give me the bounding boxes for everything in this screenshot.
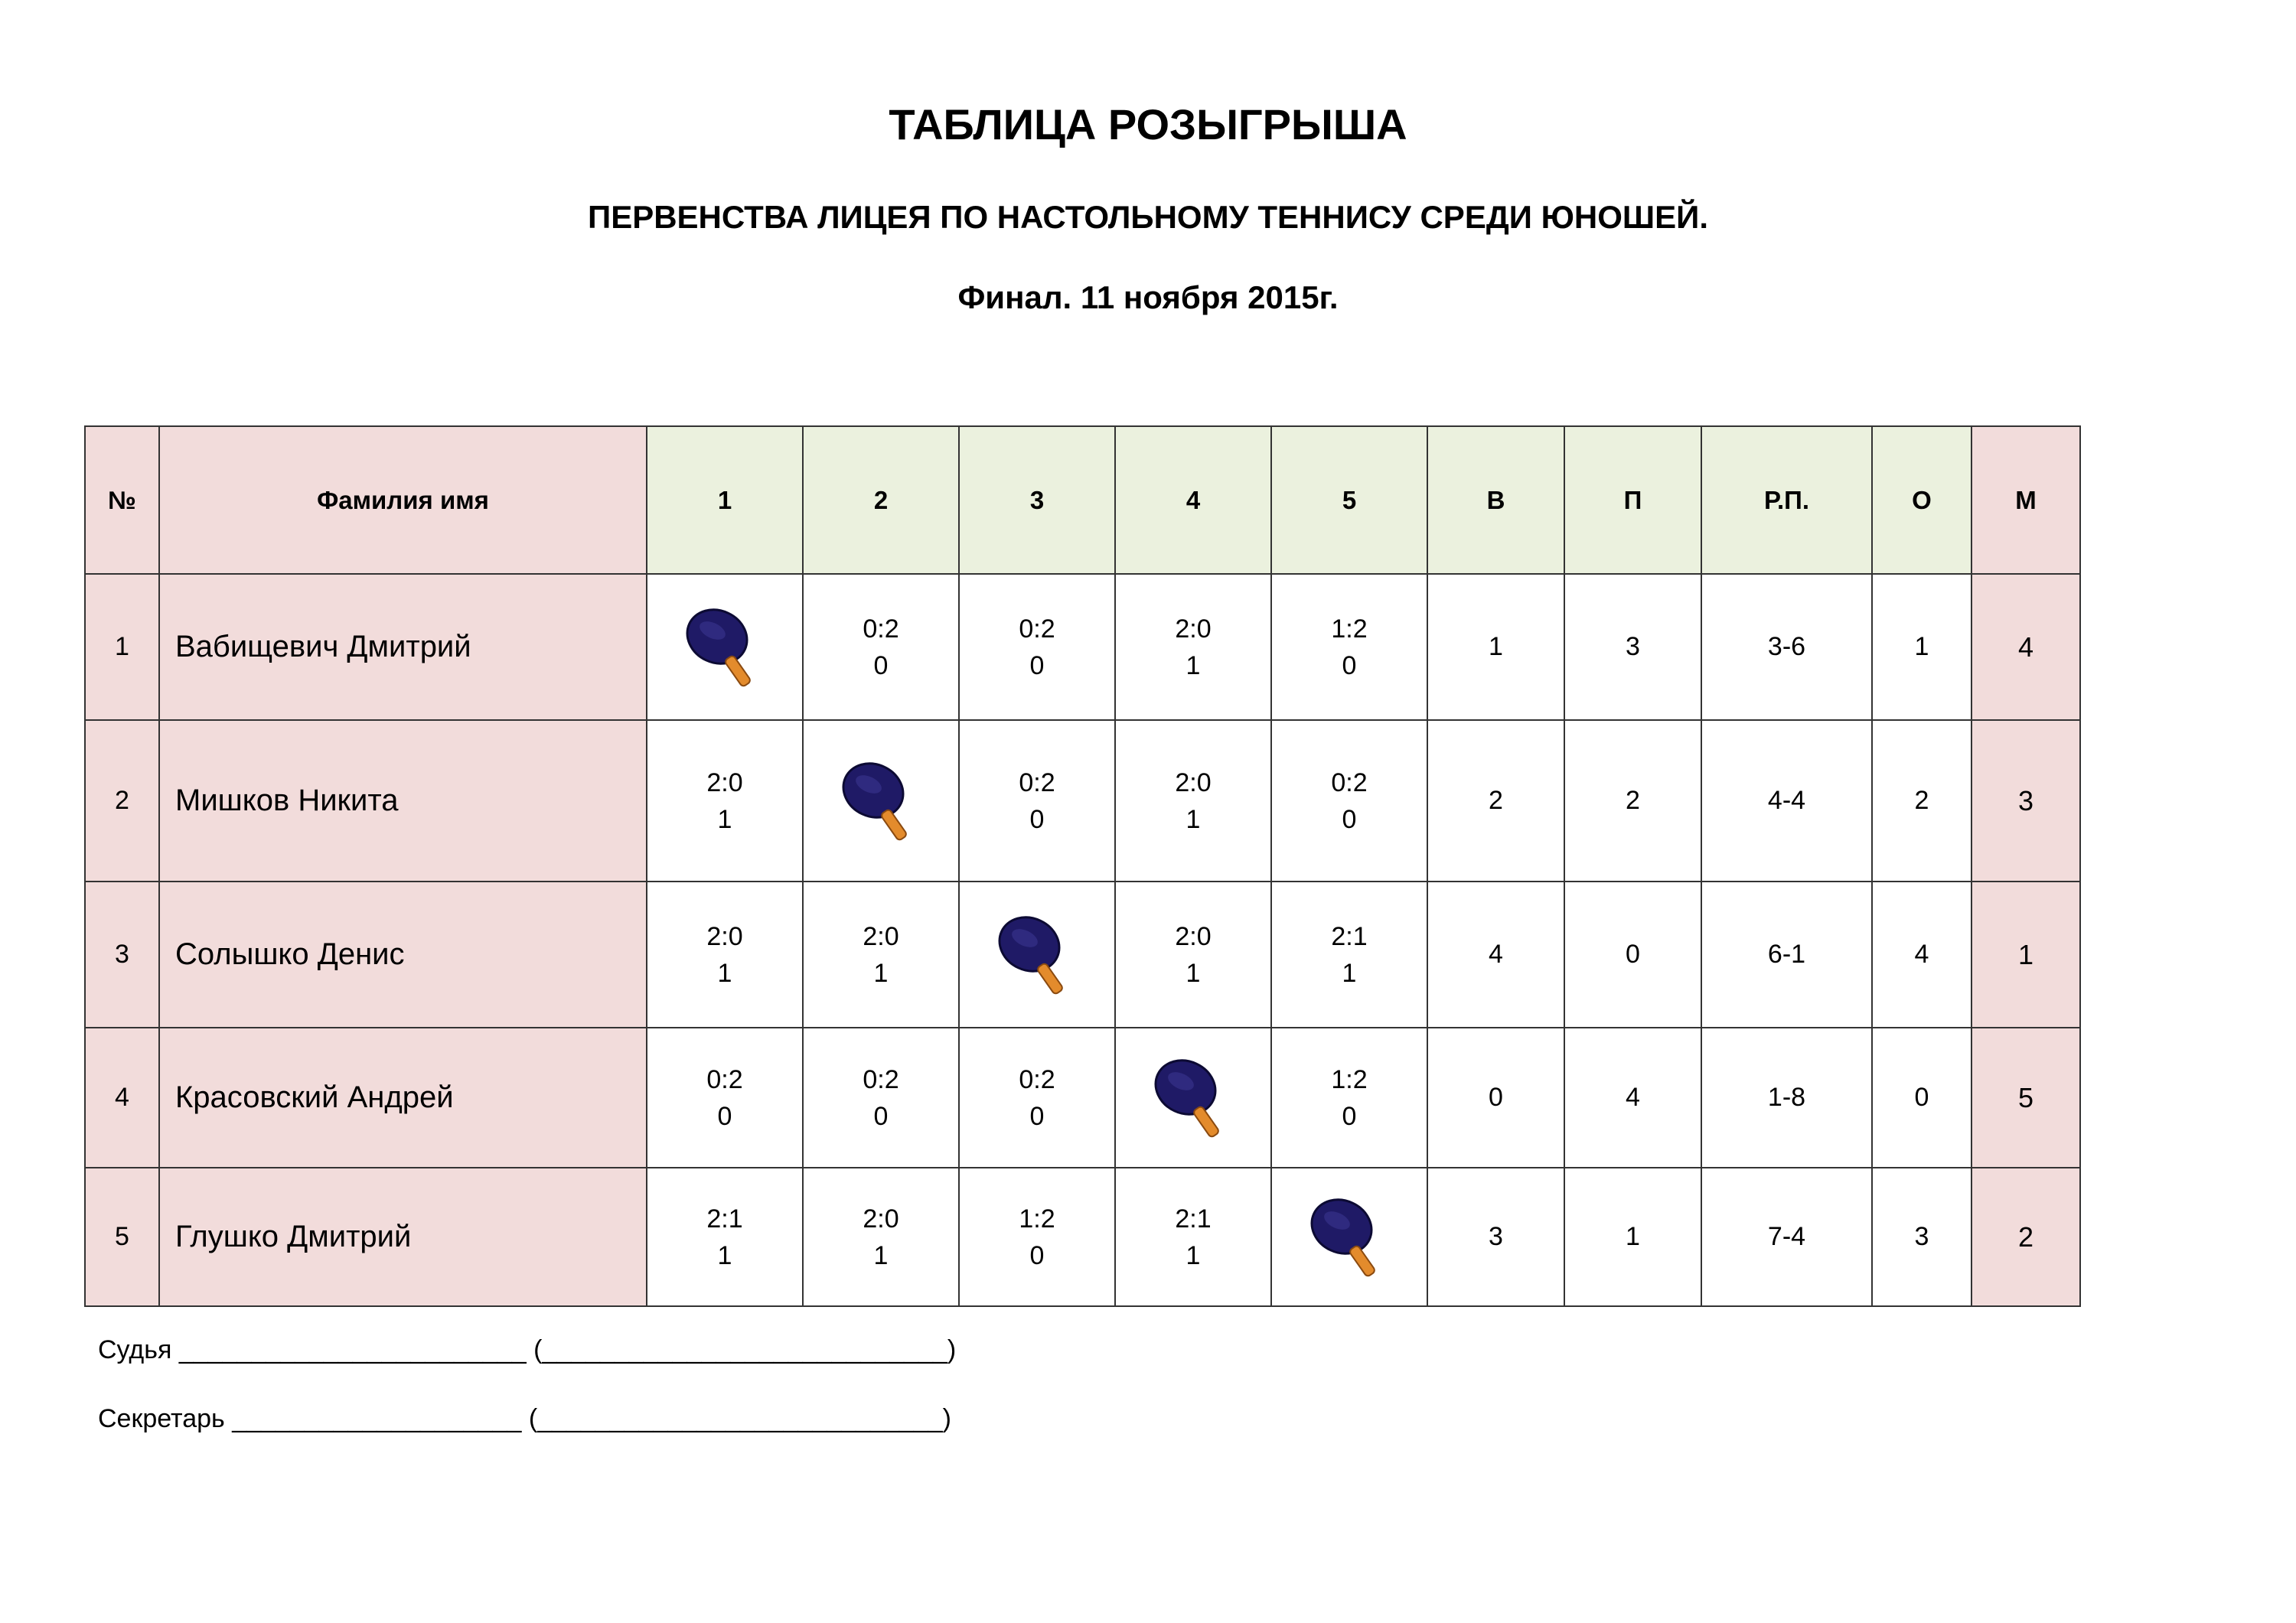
match-result-cell — [959, 574, 1115, 720]
points-cell: 1 — [1872, 574, 1971, 720]
match-points: 0 — [873, 650, 889, 680]
wins-cell: 3 — [1427, 1168, 1564, 1306]
match-result-cell — [803, 1168, 959, 1306]
col-header-points: О — [1872, 426, 1971, 574]
header-row — [85, 426, 2080, 574]
wins-cell: 1 — [1427, 574, 1564, 720]
match-points: 1 — [1186, 650, 1201, 680]
sets-cell: 3-6 — [1701, 574, 1872, 720]
table-tennis-paddle-icon — [679, 601, 771, 693]
match-points: 0 — [1029, 1101, 1045, 1131]
col-header-opponent-2: 2 — [803, 426, 959, 574]
match-points: 0 — [873, 1101, 889, 1131]
points-cell: 3 — [1872, 1168, 1971, 1306]
self-match-cell — [959, 882, 1115, 1028]
match-result-cell — [1115, 1168, 1271, 1306]
player-name: Мишков Никита — [159, 720, 647, 882]
losses-cell: 4 — [1564, 1028, 1701, 1168]
sets-cell: 4-4 — [1701, 720, 1872, 882]
match-points: 0 — [717, 1101, 732, 1131]
player-number: 1 — [85, 574, 159, 720]
tournament-table — [84, 425, 2081, 1307]
col-header-sets: Р.П. — [1701, 426, 1872, 574]
match-score: 2:0 — [1175, 614, 1212, 644]
player-name: Красовский Андрей — [159, 1028, 647, 1168]
points-cell: 0 — [1872, 1028, 1971, 1168]
table-tennis-paddle-icon — [1303, 1191, 1395, 1283]
col-header-opponent-4: 4 — [1115, 426, 1271, 574]
page-subtitle: ПЕРВЕНСТВА ЛИЦЕЯ ПО НАСТОЛЬНОМУ ТЕННИСУ СРЕДИ ЮНОШЕЙ. — [588, 199, 1708, 235]
table-tennis-paddle-icon — [835, 755, 927, 847]
match-points: 1 — [873, 1240, 889, 1270]
match-points: 0 — [1029, 650, 1045, 680]
page-title: ТАБЛИЦА РОЗЫГРЫША — [889, 100, 1407, 148]
player-number: 4 — [85, 1028, 159, 1168]
match-score: 1:2 — [1331, 614, 1368, 644]
judge-signature-line: Судья ________________________ (____________________________) — [98, 1335, 957, 1364]
match-result-cell — [1271, 1028, 1427, 1168]
table-row — [85, 574, 2080, 720]
points-cell: 2 — [1872, 720, 1971, 882]
match-result-cell — [1271, 574, 1427, 720]
match-score: 2:0 — [863, 1204, 899, 1234]
points-cell: 4 — [1872, 882, 1971, 1028]
match-result-cell — [803, 1028, 959, 1168]
match-points: 1 — [1186, 804, 1201, 834]
match-result-cell — [647, 1168, 803, 1306]
self-match-cell — [647, 574, 803, 720]
player-number: 3 — [85, 882, 159, 1028]
place-cell: 4 — [1971, 574, 2080, 720]
match-score: 0:2 — [706, 1064, 743, 1094]
match-score: 2:0 — [706, 768, 743, 797]
table-row — [85, 882, 2080, 1028]
match-result-cell — [1115, 720, 1271, 882]
match-result-cell — [1271, 720, 1427, 882]
match-points: 1 — [1186, 958, 1201, 988]
player-name: Солышко Денис — [159, 882, 647, 1028]
match-score: 2:1 — [1175, 1204, 1212, 1234]
match-points: 1 — [717, 804, 732, 834]
match-points: 1 — [717, 958, 732, 988]
match-score: 0:2 — [863, 614, 899, 644]
match-result-cell — [803, 574, 959, 720]
wins-cell: 2 — [1427, 720, 1564, 882]
match-result-cell — [959, 1168, 1115, 1306]
match-points: 1 — [1342, 958, 1357, 988]
col-header-opponent-1: 1 — [647, 426, 803, 574]
match-points: 0 — [1342, 650, 1357, 680]
place-cell: 3 — [1971, 720, 2080, 882]
secretary-signature-line: Секретарь ____________________ (____________________________) — [98, 1404, 951, 1433]
sets-cell: 1-8 — [1701, 1028, 1872, 1168]
match-points: 1 — [873, 958, 889, 988]
losses-cell: 2 — [1564, 720, 1701, 882]
match-result-cell — [959, 720, 1115, 882]
losses-cell: 3 — [1564, 574, 1701, 720]
table-tennis-paddle-icon — [991, 909, 1083, 1001]
col-header-opponent-5: 5 — [1271, 426, 1427, 574]
player-name: Вабищевич Дмитрий — [159, 574, 647, 720]
sets-cell: 6-1 — [1701, 882, 1872, 1028]
table-row — [85, 1168, 2080, 1306]
losses-cell: 0 — [1564, 882, 1701, 1028]
wins-cell: 4 — [1427, 882, 1564, 1028]
match-result-cell — [647, 720, 803, 882]
match-points: 1 — [717, 1240, 732, 1270]
match-score: 1:2 — [1019, 1204, 1055, 1234]
match-score: 0:2 — [1019, 614, 1055, 644]
losses-cell: 1 — [1564, 1168, 1701, 1306]
place-cell: 5 — [1971, 1028, 2080, 1168]
col-header-number: № — [85, 426, 159, 574]
match-result-cell — [1115, 882, 1271, 1028]
sets-cell: 7-4 — [1701, 1168, 1872, 1306]
match-score: 0:2 — [1019, 1064, 1055, 1094]
match-points: 1 — [1186, 1240, 1201, 1270]
wins-cell: 0 — [1427, 1028, 1564, 1168]
match-points: 0 — [1342, 804, 1357, 834]
match-score: 1:2 — [1331, 1064, 1368, 1094]
match-score: 2:0 — [863, 921, 899, 951]
match-score: 0:2 — [1019, 768, 1055, 797]
match-result-cell — [1115, 574, 1271, 720]
self-match-cell — [803, 720, 959, 882]
match-points: 0 — [1029, 804, 1045, 834]
self-match-cell — [1115, 1028, 1271, 1168]
match-score: 2:0 — [1175, 921, 1212, 951]
match-result-cell — [959, 1028, 1115, 1168]
table-row — [85, 720, 2080, 882]
col-header-wins: В — [1427, 426, 1564, 574]
match-score: 2:0 — [1175, 768, 1212, 797]
match-result-cell — [803, 882, 959, 1028]
player-number: 5 — [85, 1168, 159, 1306]
self-match-cell — [1271, 1168, 1427, 1306]
table-row — [85, 1028, 2080, 1168]
col-header-name: Фамилия имя — [159, 426, 647, 574]
player-number: 2 — [85, 720, 159, 882]
event-date: Финал. 11 ноября 2015г. — [957, 279, 1339, 315]
place-cell: 1 — [1971, 882, 2080, 1028]
match-score: 2:1 — [706, 1204, 743, 1234]
place-cell: 2 — [1971, 1168, 2080, 1306]
match-result-cell — [1271, 882, 1427, 1028]
match-score: 0:2 — [1331, 768, 1368, 797]
match-score: 0:2 — [863, 1064, 899, 1094]
match-points: 0 — [1342, 1101, 1357, 1131]
match-score: 2:1 — [1331, 921, 1368, 951]
player-name: Глушко Дмитрий — [159, 1168, 647, 1306]
match-score: 2:0 — [706, 921, 743, 951]
col-header-place: М — [1971, 426, 2080, 574]
match-result-cell — [647, 1028, 803, 1168]
col-header-losses: П — [1564, 426, 1701, 574]
col-header-opponent-3: 3 — [959, 426, 1115, 574]
match-points: 0 — [1029, 1240, 1045, 1270]
table-tennis-paddle-icon — [1147, 1052, 1239, 1144]
match-result-cell — [647, 882, 803, 1028]
